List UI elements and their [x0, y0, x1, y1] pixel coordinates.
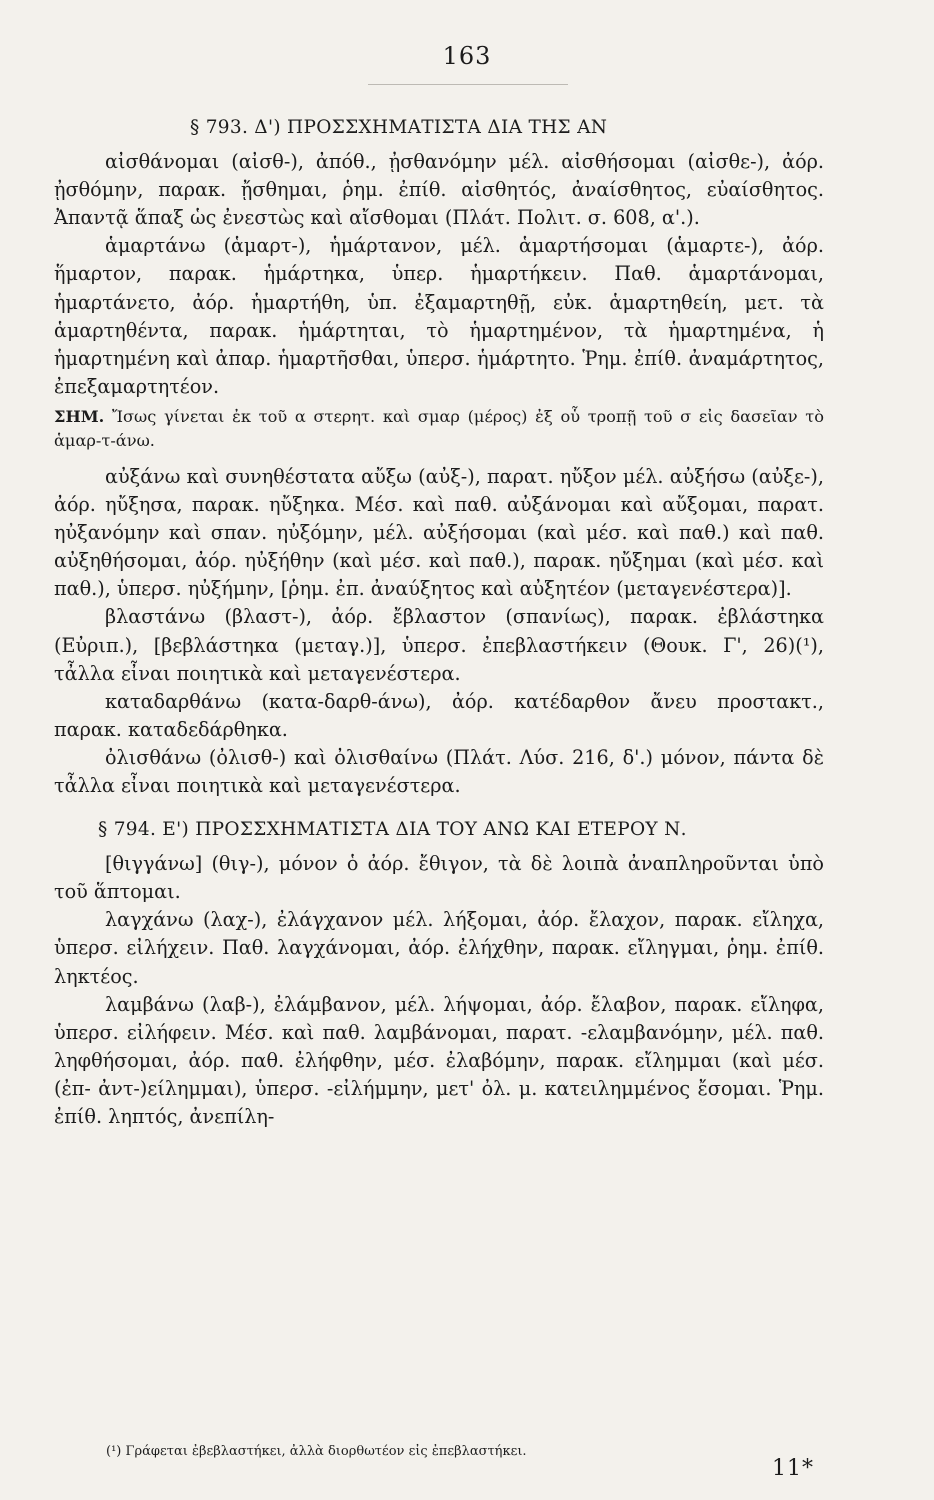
entry-hamartano: ἁμαρτάνω (ἁμαρτ-), ἡμάρτανον, μέλ. ἁμαρτήσομαι (ἁμαρτε-), ἀόρ. ἥμαρτον, παρακ. ἡμάρτηκα, ὑπερ. ἡμαρτήκειν. Παθ. ἁμαρτάνομαι, ἡμαρτάνετο, ἀόρ. ἡμαρτήθη, ὑπ. ἐξαμαρτηθῇ, εὐκ. ἁμαρτηθείη, μετ. τὰ ἁμαρτηθέντα, παρακ. ἡμάρτηται, τὸ ἡμαρτημένον, τὰ ἡμαρτημένα, ἡ ἡμαρτημένη καὶ ἀπαρ. ἡμαρτῆσθαι, ὑπερσ. ἡμάρτητο. Ῥημ. ἐπίθ. ἀναμάρτητος, ἐπεξαμαρτητέον. — [54, 234, 824, 398]
entry-thiggano: [θιγγάνω] (θιγ-), μόνον ὁ ἀόρ. ἔθιγον, τὰ δὲ λοιπὰ ἀναπληροῦνται ὑπὸ τοῦ ἅπτομαι. — [54, 852, 824, 904]
note-text: Ἴσως γίνεται ἐκ τοῦ α στερητ. καὶ σμαρ (μέρος) ἐξ οὗ τροπῇ τοῦ σ εἰς δασεῖαν τὸ ἁμαρ-τ-άνω. — [54, 406, 824, 450]
signature-mark: 11* — [772, 1456, 814, 1481]
note-block — [54, 405, 824, 453]
entry-auxano: αὐξάνω καὶ συνηθέστατα αὔξω (αὐξ-), παρατ. ηὔξον μέλ. αὐξήσω (αὐξε-), ἀόρ. ηὔξησα, παρακ. ηὔξηκα. Μέσ. καὶ παθ. αὐξάνομαι καὶ αὔξομαι, παρατ. ηὐξανόμην καὶ σπαν. ηὐξόμην, μέλ. αὐξήσομαι (καὶ μέσ. καὶ παθ.) καὶ παθ. αὐξηθήσομαι, ἀόρ. ηὐξήθην (καὶ μέσ. καὶ παθ.), παρακ. ηὔξημαι (καὶ μέσ. καὶ παθ.), ὑπερσ. ηὐξήμην, [ῥημ. ἐπ. ἀναύξητος καὶ αὐξητέον (μεταγενέστερα)]. — [54, 464, 824, 601]
entry-lambano: λαμβάνω (λαβ-), ἐλάμβανον, μέλ. λήψομαι, ἀόρ. ἔλαβον, παρακ. εἴληφα, ὑπερσ. εἰλήφειν. Μέσ. καὶ παθ. λαμβάνομαι, παρατ. -ελαμβανόμην, μέλ. παθ. ληφθήσομαι, ἀόρ. παθ. ἐλήφθην, μέσ. ἐλαβόμην, παρακ. εἴλημμαι (καὶ μέσ. (ἐπ- ἀντ-)είλημμαι), ὑπερσ. -εἰλήμμην, μετ' ὀλ. μ. κατειλημμένος ἔσομαι. Ῥημ. ἐπίθ. ληπτός, ἀνεπίλη- — [54, 992, 824, 1128]
section-793-heading: § 793. Δ') ΠΡΟΣΣΧΗΜΑΤΙΣΤΑ ΔΙΑ ΤΗΣ ΑΝ — [190, 117, 608, 138]
entry-olisthano: ὀλισθάνω (ὀλισθ-) καὶ ὀλισθαίνω (Πλάτ. Λύσ. 216, δ'.) μόνον, πάντα δὲ τἆλλα εἶναι ποιητικὰ καὶ μεταγενέστερα. — [54, 745, 824, 797]
entry-katadarthano: καταδαρθάνω (κατα-δαρθ-άνω), ἀόρ. κατέδαρθον ἄνευ προστακτ., παρακ. καταδεδάρθηκα. — [54, 689, 824, 741]
entry-blastano: βλαστάνω (βλαστ-), ἀόρ. ἔβλαστον (σπανίως), παρακ. ἐβλάστηκα (Εὐριπ.), [βεβλάστηκα (μεταγ.)], ὑπερσ. ἐπεβλαστήκειν (Θουκ. Γ', 26)(¹), τἆλλα εἶναι ποιητικὰ καὶ μεταγενέστερα. — [54, 605, 824, 685]
entry-lagchano: λαγχάνω (λαχ-), ἐλάγχανον μέλ. λήξομαι, ἀόρ. ἔλαχον, παρακ. εἴληχα, ὑπερσ. εἰλήχειν. Παθ. λαγχάνομαι, ἀόρ. ἐλήχθην, παρακ. εἴληγμαι, ῥημ. ἐπίθ. ληκτέος. — [54, 908, 824, 988]
note-tag: ΣΗΜ. — [54, 406, 105, 426]
footnote: (¹) Γράφεται ἐβεβλαστήκει, ἀλλὰ διορθωτέον εἰς ἐπεβλαστήκει. — [106, 1444, 527, 1459]
entry-aisthanomai: αἰσθάνομαι (αἰσθ-), ἀπόθ., ᾐσθανόμην μέλ. αἰσθήσομαι (αἰσθε-), ἀόρ. ᾐσθόμην, παρακ. ᾔσθημαι, ῥημ. ἐπίθ. αἰσθητός, ἀναίσθητος, εὐαίσθητος. Ἀπαντᾷ ἅπαξ ὡς ἐνεστὼς καὶ αἴσθομαι (Πλάτ. Πολιτ. σ. 608, α'.). — [54, 150, 824, 230]
section-794-heading: § 794. Ε') ΠΡΟΣΣΧΗΜΑΤΙΣΤΑ ΔΙΑ ΤΟΥ ΑΝΩ ΚΑΙ ΕΤΕΡΟΥ Ν. — [98, 819, 687, 841]
text-block — [54, 114, 824, 1131]
header-ornament — [368, 84, 568, 86]
page-number: 163 — [442, 42, 492, 70]
